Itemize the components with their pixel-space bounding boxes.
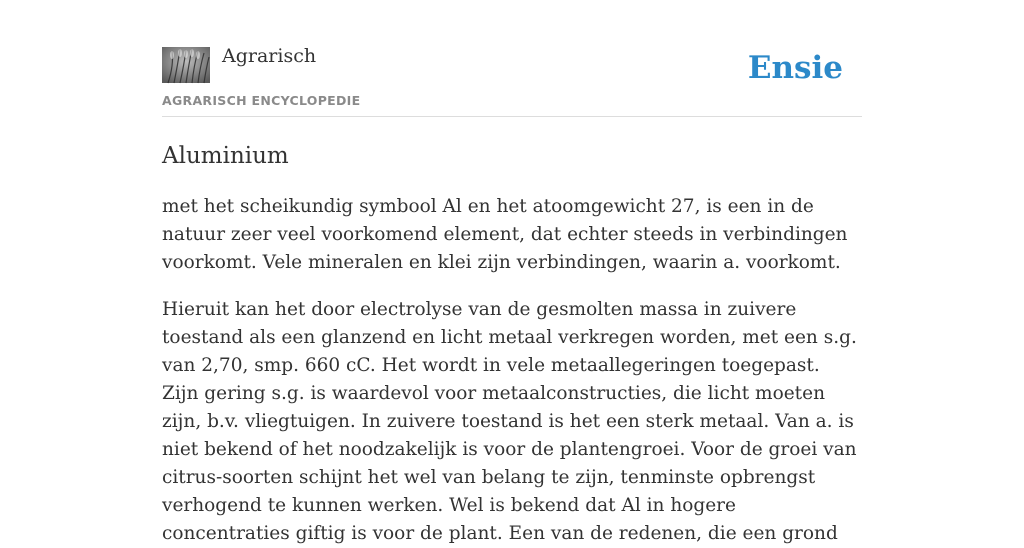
source-subtitle: AGRARISCH ENCYCLOPEDIE: [162, 93, 361, 108]
article-paragraph: Hieruit kan het door electrolyse van de gesmolten massa in zuivere toestand als een glanzend en licht metaal verkregen worden, met een s.g. van 2,70, smp. 660 cC. Het wordt in vele metaallegeringen toegepast. Zijn gering s.g. is waardevol voor metaalconstructies, die licht moeten zijn, b.v. vliegtuigen. In zuivere toestand is het een sterk metaal. Van a. is niet bekend of het noodzakelijk is voor de plantengroei. Voor de groei van citrus-soorten schijnt het wel van belang te zijn, tenminste opbrengst verhogend te kunnen werken. Wel is bekend dat Al in hogere concentraties giftig is voor de plant. Een van de redenen, die een grond: [162, 299, 857, 544]
article-title: Aluminium: [162, 143, 289, 169]
ensie-logo-link[interactable]: Ensie: [747, 50, 843, 86]
article-paragraph: met het scheikundig symbool Al en het atoomgewicht 27, is een in de natuur zeer veel voorkomend element, dat echter steeds in verbindingen voorkomt. Vele mineralen en klei zijn verbindingen, waarin a. voorkomt.: [162, 196, 848, 273]
source-name-link[interactable]: Agrarisch: [222, 45, 317, 67]
wheat-avatar-icon[interactable]: [162, 47, 210, 83]
header: [162, 0, 862, 117]
content-container: [162, 0, 862, 548]
